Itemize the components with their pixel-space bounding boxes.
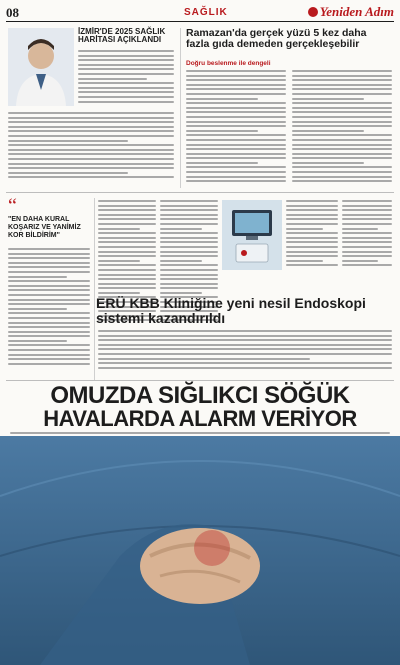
body-text-line	[98, 200, 156, 202]
body-text-line	[186, 111, 286, 113]
body-text-line	[186, 139, 286, 141]
body-text-line	[98, 348, 392, 350]
body-text-line	[292, 139, 392, 141]
body-text-line	[78, 73, 174, 75]
body-text-line	[286, 205, 338, 207]
body-text-line	[8, 121, 174, 123]
body-text-line	[160, 237, 218, 239]
body-text-line	[342, 214, 392, 216]
body-text-line	[160, 241, 218, 243]
body-text-line	[8, 285, 90, 287]
body-text-line	[98, 251, 156, 253]
article-kanser-headline: İZMİR'DE 2025 SAĞLIK HARİTASI AÇIKLANDI	[78, 27, 166, 45]
body-text-line	[342, 228, 378, 230]
body-text-line	[78, 101, 174, 103]
body-text-line	[98, 274, 156, 276]
body-text-line	[78, 55, 174, 57]
body-text-line	[8, 276, 67, 278]
body-text-line	[286, 260, 323, 262]
body-text-line	[292, 93, 392, 95]
shoulder-pain-photo	[0, 436, 400, 665]
body-text-line	[186, 180, 286, 182]
body-text-line	[98, 358, 310, 360]
body-text-line	[342, 246, 392, 248]
body-text-line	[8, 257, 90, 259]
section-divider	[6, 192, 394, 193]
article-endoskopi-body-col4	[342, 200, 392, 269]
body-text-line	[78, 96, 174, 98]
body-text-line	[342, 237, 392, 239]
body-text-line	[8, 153, 174, 155]
body-text-line	[98, 287, 156, 289]
article-obezite-headline-block	[186, 28, 392, 50]
body-text-line	[78, 87, 174, 89]
body-text-line	[78, 59, 174, 61]
body-text-line	[292, 176, 392, 178]
article-kanser-body-cont	[8, 112, 174, 181]
body-text-line	[8, 322, 90, 324]
body-text-line	[98, 269, 156, 271]
body-text-line	[342, 255, 392, 257]
body-text-line	[292, 130, 364, 132]
body-text-line	[286, 237, 338, 239]
body-text-line	[78, 50, 174, 52]
body-text-line	[292, 180, 392, 182]
body-text-line	[98, 246, 156, 248]
shoulder-pain-illustration	[0, 436, 400, 665]
body-text-line	[292, 75, 392, 77]
body-text-line	[10, 432, 390, 434]
body-text-line	[186, 144, 286, 146]
body-text-line	[342, 241, 392, 243]
body-text-line	[8, 176, 174, 178]
body-text-line	[286, 251, 338, 253]
body-text-line	[160, 269, 218, 271]
body-text-line	[8, 349, 90, 351]
body-text-line	[342, 218, 392, 220]
body-text-line	[98, 339, 392, 341]
body-text-line	[8, 358, 90, 360]
body-text-line	[8, 163, 174, 165]
body-text-line	[78, 82, 174, 84]
body-text-line	[186, 148, 286, 150]
body-text-line	[160, 205, 218, 207]
body-text-line	[98, 335, 392, 337]
body-text-line	[8, 130, 174, 132]
body-text-line	[160, 283, 218, 285]
body-text-line	[8, 271, 90, 273]
article-omuz-headline-2: HAVALARDA ALARM VERİYOR	[43, 406, 357, 431]
body-text-line	[8, 312, 90, 314]
article-obezite-subhead-block	[186, 58, 392, 70]
column-rule	[180, 28, 181, 188]
body-text-line	[160, 246, 218, 248]
body-text-line	[8, 144, 174, 146]
body-text-line	[160, 292, 202, 294]
body-text-line	[98, 223, 156, 225]
body-text-line	[8, 158, 174, 160]
body-text-line	[292, 134, 392, 136]
article-obezite-subhead: Doğru beslenme ile dengeli	[186, 60, 271, 67]
body-text-line	[292, 166, 392, 168]
article-omuz-headline: OMUZDA SIĞLIKCI SÖĞÜK	[50, 382, 350, 409]
doctor-portrait-photo	[8, 28, 74, 106]
body-text-line	[8, 335, 90, 337]
body-text-line	[8, 126, 174, 128]
body-text-line	[8, 149, 174, 151]
body-text-line	[8, 354, 90, 356]
body-text-line	[292, 125, 392, 127]
body-text-line	[286, 232, 338, 234]
body-text-line	[286, 228, 323, 230]
body-text-line	[186, 153, 286, 155]
body-text-line	[8, 248, 90, 250]
body-text-line	[8, 253, 90, 255]
section-label: SAĞLIK	[184, 7, 228, 18]
body-text-line	[8, 266, 90, 268]
body-text-line	[160, 214, 218, 216]
article-kanser-body	[78, 50, 174, 105]
body-text-line	[8, 326, 90, 328]
body-text-line	[342, 251, 392, 253]
body-text-line	[186, 70, 286, 72]
body-text-line	[98, 241, 156, 243]
body-text-line	[292, 148, 392, 150]
body-text-line	[160, 218, 218, 220]
body-text-line	[98, 292, 140, 294]
body-text-line	[160, 223, 218, 225]
body-text-line	[286, 214, 338, 216]
body-text-line	[98, 255, 156, 257]
body-text-line	[8, 289, 90, 291]
body-text-line	[292, 153, 392, 155]
body-text-line	[342, 223, 392, 225]
body-text-line	[8, 117, 174, 119]
body-text-line	[292, 121, 392, 123]
body-text-line	[8, 331, 90, 333]
body-text-line	[292, 116, 392, 118]
body-text-line	[98, 260, 140, 262]
body-text-line	[78, 68, 174, 70]
section-divider	[6, 380, 394, 381]
body-text-line	[98, 330, 392, 332]
body-text-line	[160, 200, 218, 202]
endoscopy-device-illustration	[222, 200, 282, 270]
body-text-line	[286, 255, 338, 257]
article-endoskopi-headline: ERÜ KBB Kliniğine yeni nesil Endoskopi sistemi kazandırıldı	[96, 295, 366, 326]
body-text-line	[286, 241, 338, 243]
body-text-line	[98, 209, 156, 211]
body-text-line	[286, 218, 338, 220]
body-text-line	[186, 134, 286, 136]
body-text-line	[342, 200, 392, 202]
body-text-line	[292, 88, 392, 90]
body-text-line	[160, 232, 218, 234]
article-endoskopi-body-bottom	[98, 330, 392, 371]
body-text-line	[186, 98, 258, 100]
body-text-line	[8, 363, 90, 365]
body-text-line	[292, 107, 392, 109]
body-text-line	[160, 251, 218, 253]
body-text-line	[186, 102, 286, 104]
body-text-line	[286, 209, 338, 211]
body-text-line	[98, 283, 156, 285]
body-text-line	[98, 237, 156, 239]
body-text-line	[186, 166, 286, 168]
quote-mark-icon: “	[8, 195, 17, 217]
body-text-line	[186, 79, 286, 81]
body-text-line	[98, 367, 392, 369]
body-text-line	[186, 121, 286, 123]
article-kanser-headline-block	[78, 28, 174, 45]
body-text-line	[8, 167, 174, 169]
article-endoskopi-body-col3	[286, 200, 338, 269]
body-text-line	[160, 274, 218, 276]
body-text-line	[186, 162, 258, 164]
body-text-line	[292, 102, 392, 104]
body-text-line	[78, 91, 174, 93]
pull-quote	[8, 195, 90, 240]
body-text-line	[292, 84, 392, 86]
body-text-line	[160, 228, 202, 230]
body-text-line	[8, 294, 90, 296]
body-text-line	[98, 218, 156, 220]
body-text-line	[160, 287, 218, 289]
body-text-line	[98, 214, 156, 216]
masthead-logo-icon	[308, 7, 318, 17]
body-text-line	[8, 262, 90, 264]
body-text-line	[98, 362, 392, 364]
body-text-line	[186, 130, 258, 132]
body-text-line	[186, 75, 286, 77]
masthead-title: Yeniden Adım	[319, 4, 394, 19]
body-text-line	[342, 264, 392, 266]
article-obezite-headline: Ramazan'da gerçek yüzü 5 kez daha fazla gıda demeden gerçekleşebilir	[186, 27, 367, 51]
body-text-line	[98, 278, 156, 280]
body-text-line	[8, 112, 174, 114]
body-text-line	[8, 140, 128, 142]
body-text-line	[78, 64, 174, 66]
body-text-line	[186, 125, 286, 127]
body-text-line	[286, 264, 338, 266]
body-text-line	[342, 232, 392, 234]
body-text-line	[186, 171, 286, 173]
body-text-line	[186, 116, 286, 118]
body-text-line	[292, 157, 392, 159]
pull-quote-text: "EN DAHA KURAL KOŞARIZ VE YANİMİZ KOR BİLDİRİM"	[8, 216, 81, 240]
body-text-line	[286, 246, 338, 248]
column-rule	[94, 198, 95, 380]
body-text-line	[186, 88, 286, 90]
body-text-line	[186, 84, 286, 86]
body-text-line	[8, 308, 67, 310]
body-text-line	[286, 223, 338, 225]
body-text-line	[8, 317, 90, 319]
body-text-line	[186, 157, 286, 159]
body-text-line	[292, 162, 364, 164]
body-text-line	[342, 209, 392, 211]
body-text-line	[292, 171, 392, 173]
body-text-line	[342, 260, 378, 262]
body-text-line	[292, 144, 392, 146]
body-text-line	[78, 78, 147, 80]
body-text-line	[160, 260, 202, 262]
body-text-line	[98, 353, 392, 355]
body-text-line	[98, 232, 156, 234]
folio-bar	[6, 4, 394, 22]
article-endoskopi-body-col0	[8, 248, 90, 367]
body-text-line	[8, 172, 128, 174]
article-obezite-body-col1	[186, 70, 286, 185]
body-text-line	[186, 93, 286, 95]
doctor-portrait-illustration	[8, 28, 74, 106]
body-text-line	[8, 303, 90, 305]
body-text-line	[98, 344, 392, 346]
body-text-line	[98, 264, 156, 266]
body-text-line	[292, 70, 392, 72]
body-text-line	[98, 205, 156, 207]
body-text-line	[8, 280, 90, 282]
body-text-line	[8, 299, 90, 301]
body-text-line	[160, 278, 218, 280]
body-text-line	[8, 135, 174, 137]
body-text-line	[292, 98, 364, 100]
body-text-line	[160, 264, 218, 266]
body-text-line	[186, 107, 286, 109]
body-text-line	[186, 176, 286, 178]
page-number: 08	[6, 5, 19, 20]
body-text-line	[160, 255, 218, 257]
endoscopy-device-photo	[222, 200, 282, 270]
body-text-line	[286, 200, 338, 202]
body-text-line	[98, 228, 140, 230]
body-text-line	[8, 340, 67, 342]
body-text-line	[292, 79, 392, 81]
body-text-line	[160, 209, 218, 211]
body-text-line	[342, 205, 392, 207]
article-obezite-body-col2	[292, 70, 392, 185]
body-text-line	[292, 111, 392, 113]
masthead	[308, 4, 394, 20]
body-text-line	[8, 344, 90, 346]
